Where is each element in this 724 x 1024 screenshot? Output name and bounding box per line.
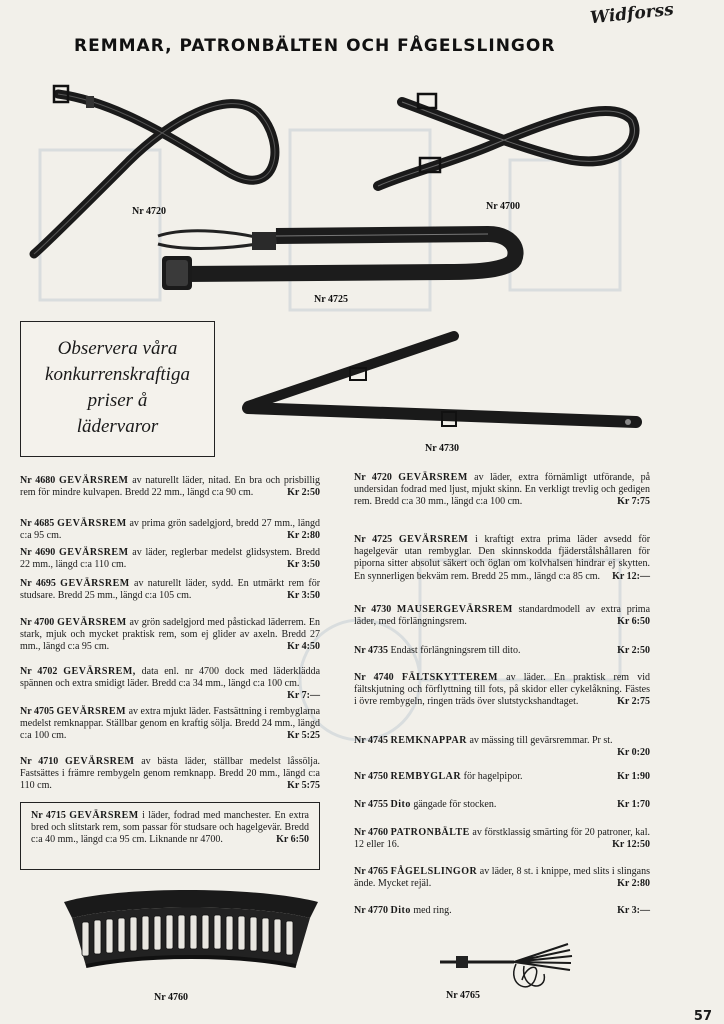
brand-logo: Widforss [589,0,675,29]
product-entry-4710: Nr 4710 GEVÄRSREM av bästa läder, ställbar medelst låssölja. Fastsättes i främre rembygeln genom remknapp. Bredd 20 mm., längd c:a 110 cm. Kr 5:75 [20,756,321,792]
product-entry-4735: Nr 4735 Endast förlängningsrem till dito. Kr 2:50 [354,645,650,656]
product-entry-4770: Nr 4770 Dito med ring. Kr 3:— [354,905,650,916]
product-entry-4680: Nr 4680 GEVÄRSREM av naturellt läder, nitad. En bra och prisbillig rem för mindre kulvapen. Bredd 22 mm., längd c:a 90 cm. Kr 2:50 [20,475,321,499]
notice-line: lädervaror [76,416,159,437]
product-entry-4745: Nr 4745 REMKNAPPAR av mässing till gevärsremmar. Pr st. Kr 0:20 [354,735,650,759]
page-title: REMMAR, PATRONBÄLTEN OCH FÅGELSLINGOR [74,36,556,56]
product-entry-4765: Nr 4765 FÅGELSLINGOR av läder, 8 st. i knippe, med slits i slingans ände. Mycket rejäl. Kr 2:80 [354,866,651,890]
product-entry-4685: Nr 4685 GEVÄRSREM av prima grön sadelgjord, bredd 27 mm., längd c:a 95 cm. Kr 2:80 [20,518,321,542]
strap-4700-image [372,90,644,200]
product-entry-4760: Nr 4760 PATRONBÄLTE av förstklassig smärting för 20 patroner, kal. 12 eller 16. Kr 12:50 [354,827,651,851]
strap-4730-image [236,326,646,438]
notice-line: konkurrenskraftiga [45,364,190,385]
strap-4725-image [148,222,524,294]
product-entry-4750: Nr 4750 REMBYGLAR för hagelpipor. Kr 1:90 [354,771,650,782]
product-entry-4755: Nr 4755 Dito gängade för stocken. Kr 1:70 [354,799,650,810]
figure-label-4725: Nr 4725 [314,294,348,305]
figure-label-4720: Nr 4720 [132,206,166,217]
notice-line: Observera våra [57,338,178,359]
page-number: 57 [693,1009,712,1024]
figure-label-4760: Nr 4760 [154,992,188,1003]
product-entry-4740: Nr 4740 FÄLTSKYTTEREM av läder. En praktisk rem vid fältskjutning och förflyttning till fots, på skidor eller cykelåkning. Fästes i övre rembygeln, ringen träds över slutstyckshandtaget. Kr 2:75 [354,672,651,708]
boxed-product-entry-4715 [20,802,320,870]
product-entry-4720: Nr 4720 GEVÄRSREM av läder, extra förnämligt utförande, på undersidan fodrad med ljust, mjukt skinn. En verkligt trevlig och gedigen rem. Bredd c:a 30 mm., längd c:a 100 cm. Kr 7:75 [354,472,651,508]
notice-line: priser å [87,390,148,411]
cartridge-belt-4760-image [56,882,326,987]
price-notice-box [20,321,215,457]
product-entry-4730: Nr 4730 MAUSERGEVÄRSREM standardmodell av extra prima läder, med förlängningsrem. Kr 6:50 [354,604,651,628]
product-entry-4715: Nr 4715 GEVÄRSREM i läder, fodrad med manchester. En extra bred och slitstark rem, som passar för studsare och hagelgevär. Bredd c:a 40 mm., längd c:a 95 cm. Liknande nr 4700. Kr 6:50 [31,810,309,846]
product-entry-4695: Nr 4695 GEVÄRSREM av naturellt läder, sydd. En utmärkt rem för studsare. Bredd 25 mm., längd c:a 105 cm. Kr 3:50 [20,578,321,602]
product-entry-4700: Nr 4700 GEVÄRSREM av grön sadelgjord med påstickad läderrem. En stark, mjuk och mycket praktisk rem, som ej glider av axeln. Bredd 27 mm., längd c:a 95 cm. Kr 4:50 [20,617,320,653]
product-entry-4705: Nr 4705 GEVÄRSREM av extra mjukt läder. Fastsättning i rembyglarna medelst remknappar. Ställbar genom en kraftig sölja. Bredd 24 mm., längd c:a 100 cm. Kr 5:25 [20,706,321,742]
figure-label-4700: Nr 4700 [486,201,520,212]
product-entry-4725: Nr 4725 GEVÄRSREM i kraftigt extra prima läder avsedd för hagelgevär utan rembyglar. Den skinnskodda fjäderstålshållaren för piporna sitter absolut säkert och öglan om kolvhalsen hindrar ej skytten. En synnerligen bekväm rem. Bredd 25 mm., längd c:a 85 cm. Kr 12:— [354,534,651,582]
product-entry-4690: Nr 4690 GEVÄRSREM av läder, reglerbar medelst glidsystem. Bredd 22 mm., längd c:a 110 cm. Kr 3:50 [20,547,321,571]
product-entry-4702: Nr 4702 GEVÄRSREM, data enl. nr 4700 dock med läderklädda spännen och extra smidigt läder. Bredd c:a 34 mm., längd c:a 100 cm. Kr 7:— [20,666,321,702]
figure-label-4730: Nr 4730 [425,443,459,454]
figure-label-4765: Nr 4765 [446,990,480,1001]
